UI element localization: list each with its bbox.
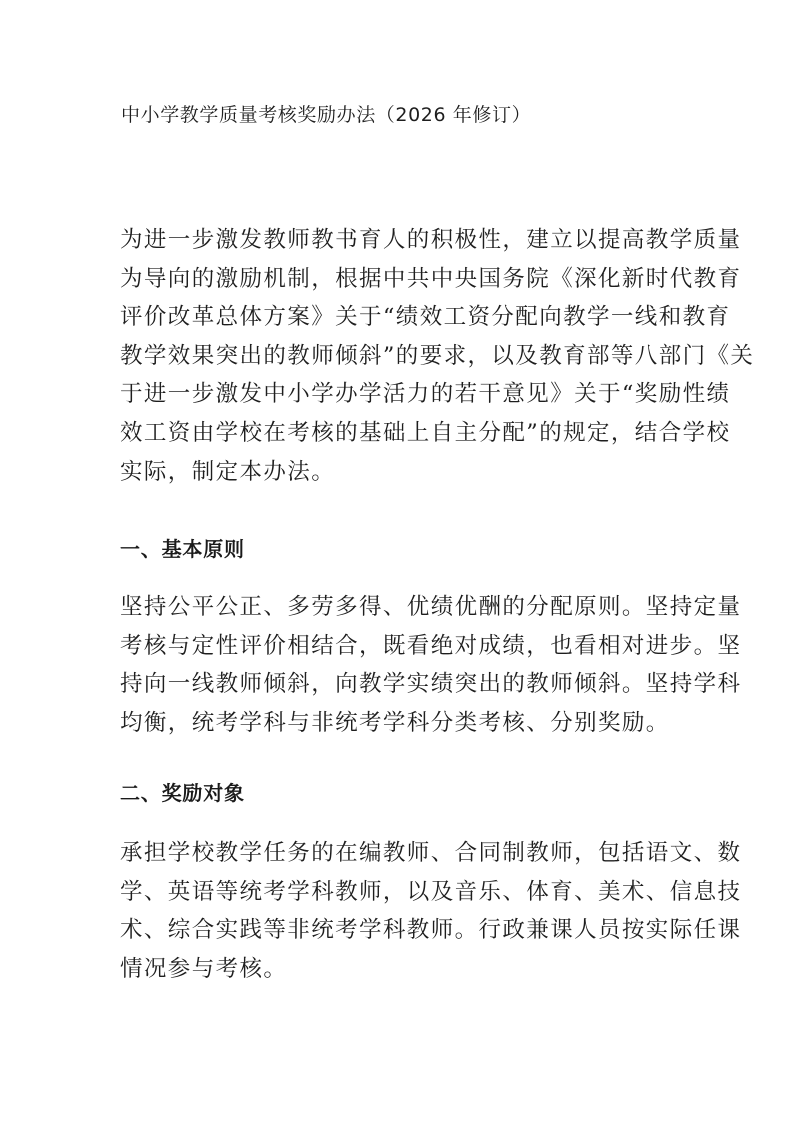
paragraph-line: 效工资由学校在考核的基础上自主分配”的规定，结合学校 (120, 419, 731, 446)
paragraph-line: 考核与定性评价相结合，既看绝对成绩，也看相对进步。坚 (120, 632, 742, 659)
paragraph-line: 为进一步激发教师教书育人的积极性，建立以提高教学质量 (120, 227, 742, 253)
section-heading-award-recipients: 二、奖励对象 (120, 781, 245, 805)
section-paragraph-award-recipients (120, 834, 742, 988)
paragraph-line: 评价改革总体方案》关于“绩效工资分配向教学一线和教育 (120, 304, 731, 331)
section-paragraph-basic-principles (120, 588, 742, 742)
paragraph-line: 坚持公平公正、多劳多得、优绩优酬的分配原则。坚持定量 (120, 594, 742, 620)
paragraph-line: 均衡，统考学科与非统考学科分类考核、分别奖励。 (120, 709, 670, 736)
intro-paragraph (120, 221, 755, 491)
paragraph-line: 实际，制定本办法。 (120, 458, 336, 485)
section-heading-basic-principles: 一、基本原则 (120, 537, 245, 561)
paragraph-line: 于进一步激发中小学办学活力的若干意见》关于“奖励性绩 (120, 381, 731, 408)
paragraph-line: 学、英语等统考学科教师，以及音乐、体育、美术、信息技 (120, 878, 742, 905)
paragraph-line: 承担学校教学任务的在编教师、合同制教师，包括语文、数 (120, 840, 742, 866)
paragraph-line: 教学效果突出的教师倾斜”的要求，以及教育部等八部门《关 (120, 342, 755, 369)
paragraph-line: 持向一线教师倾斜，向教学实绩突出的教师倾斜。坚持学科 (120, 671, 742, 698)
paragraph-line: 为导向的激励机制，根据中共中央国务院《深化新时代教育 (120, 265, 742, 292)
document-title: 中小学教学质量考核奖励办法（2026 年修订） (121, 104, 532, 126)
paragraph-line: 术、综合实践等非统考学科教师。行政兼课人员按实际任课 (120, 917, 742, 944)
paragraph-line: 情况参与考核。 (120, 955, 288, 982)
